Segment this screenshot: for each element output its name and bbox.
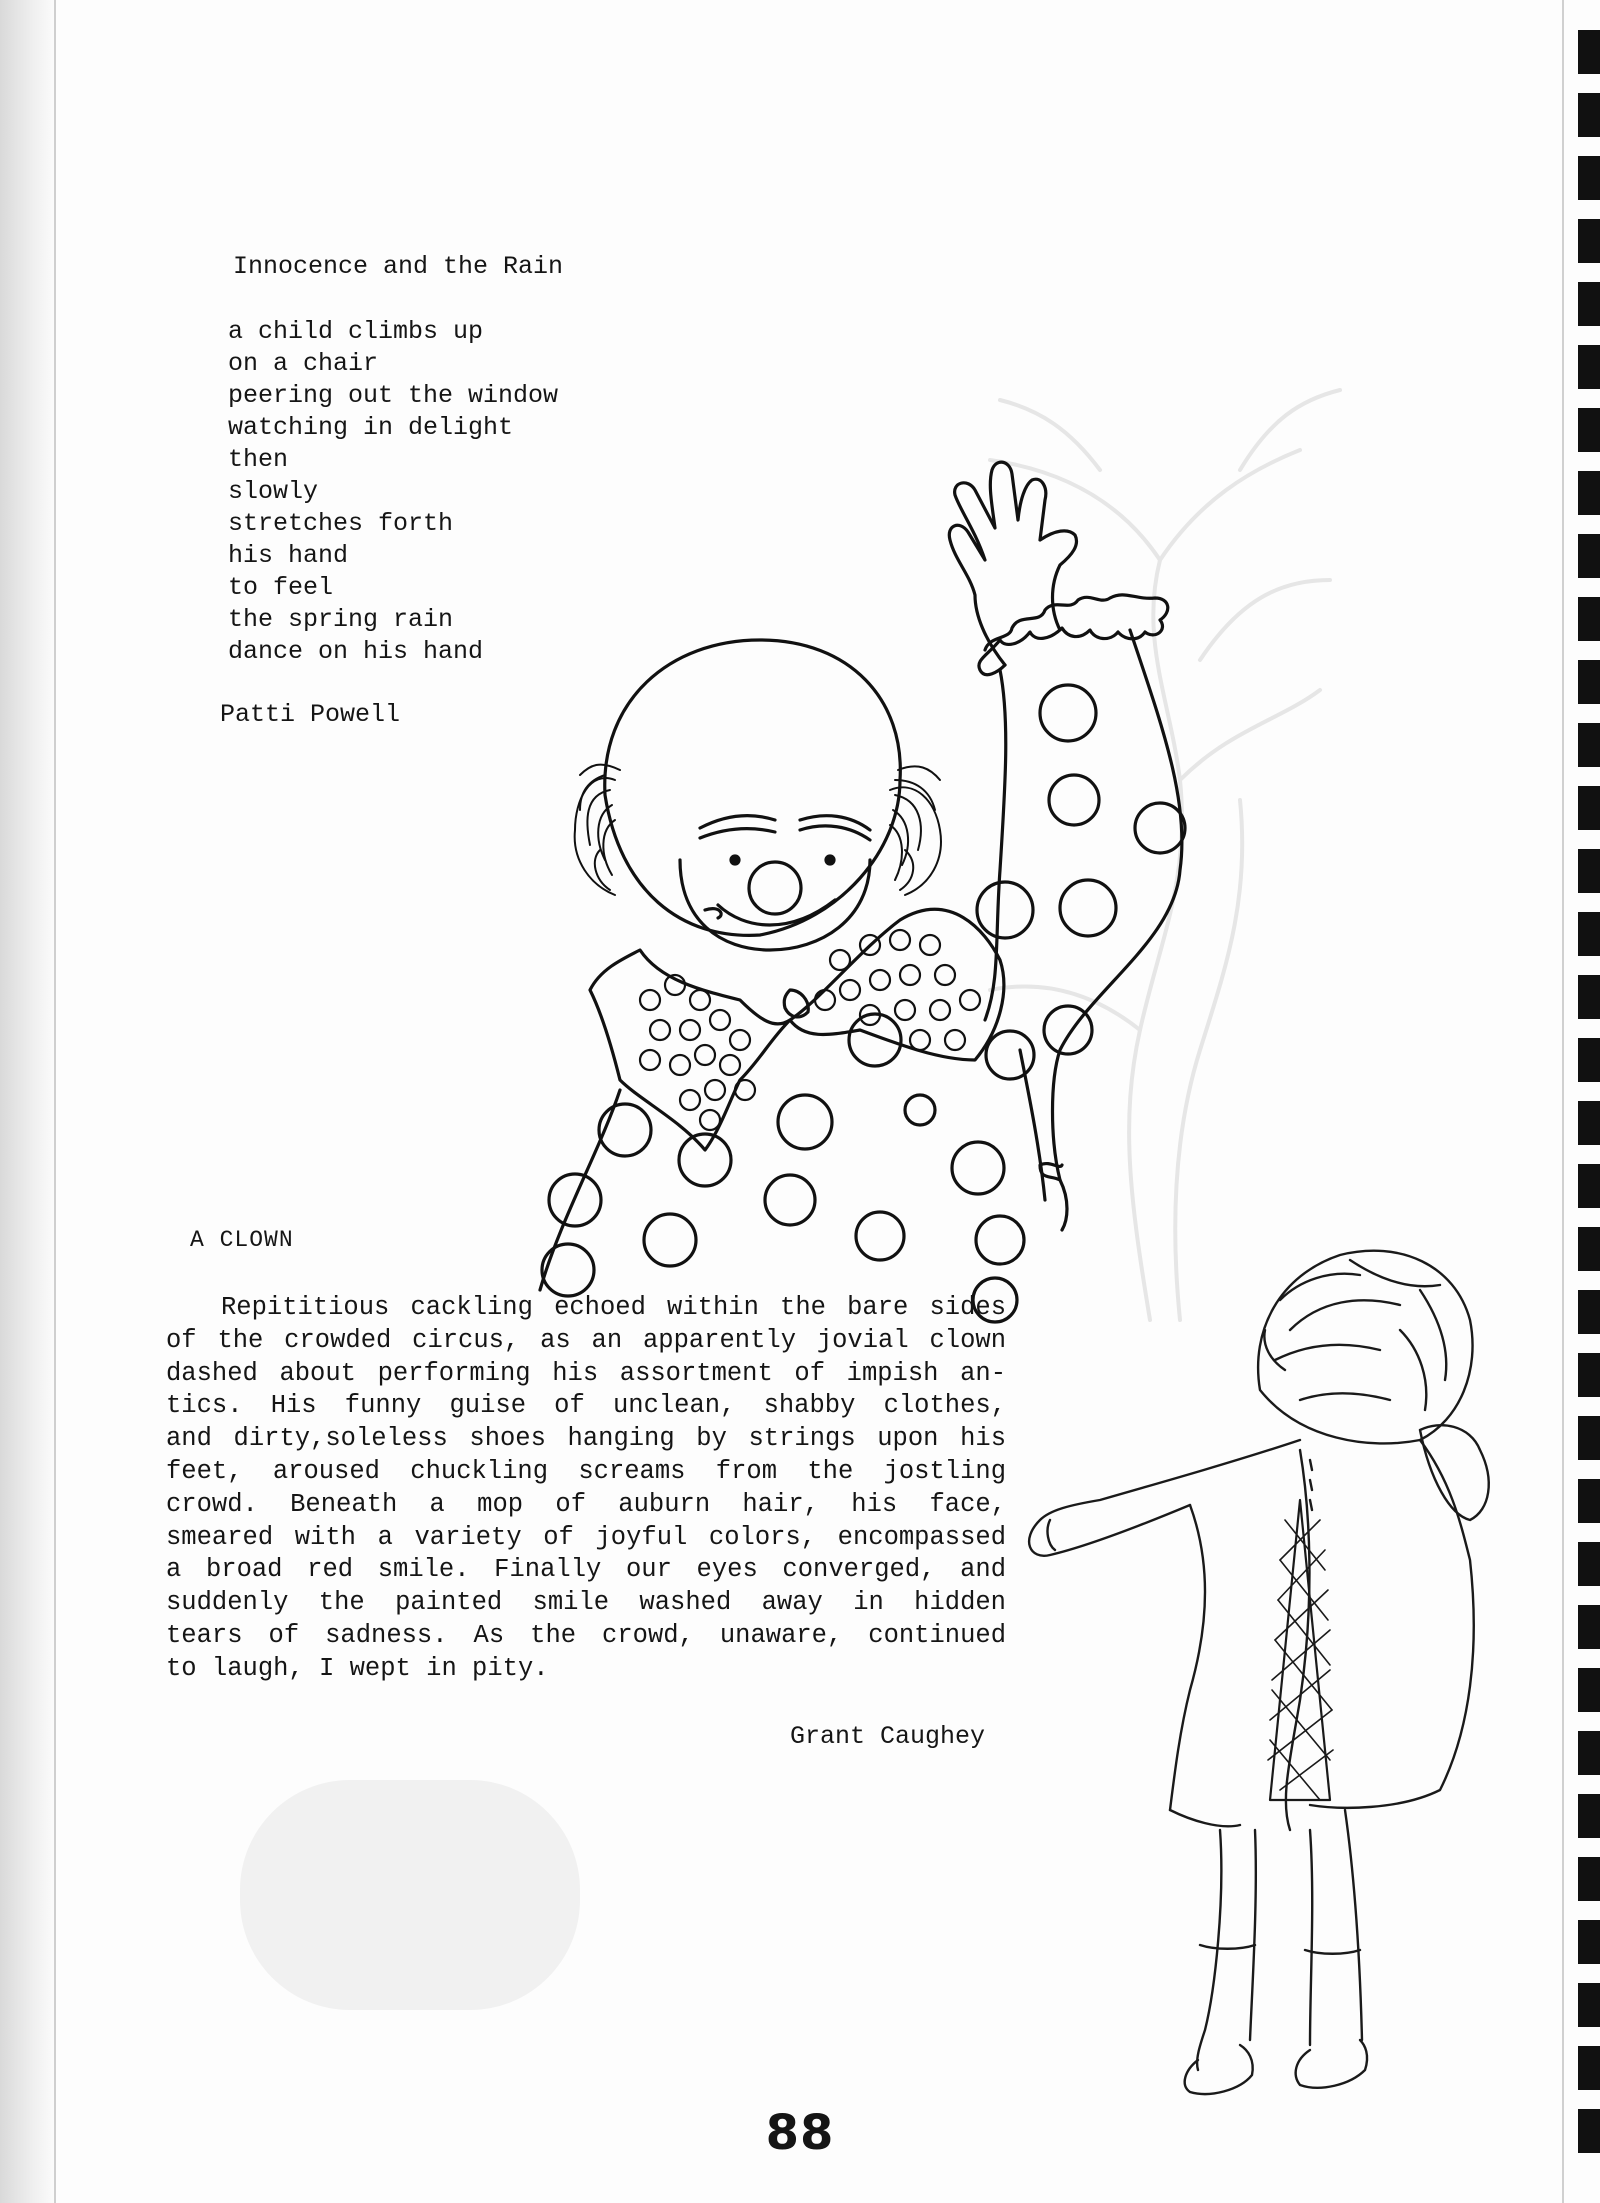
essay-line: dashed about performing his assortment of impish an- [166,1358,1006,1388]
poem-line: peering out the window [228,381,559,410]
essay-title: A CLOWN [190,1227,294,1253]
poem-line: the spring rain [228,605,454,634]
essay-line: Repititious cackling echoed within the bare sides [221,1293,1006,1322]
poem-line: watching in delight [228,413,514,442]
poem-line: his hand [228,541,349,570]
poem-line: a child climbs up [228,317,484,346]
child-coat [1029,1440,1300,1556]
poem-line: slowly [228,477,319,506]
essay-line: feet, aroused chuckling screams from the jostling [166,1456,1006,1486]
essay-line: and dirty,soleless shoes hanging by strings upon his [166,1424,1006,1454]
essay-line: smeared with a variety of joyful colors, encompassed [166,1522,1006,1552]
poem-author: Patti Powell [220,700,401,729]
poem-body [228,316,558,668]
child-shoe-left [1185,2045,1253,2094]
essay-line: crowd. Beneath a mop of auburn hair, his face, [166,1489,1006,1519]
essay-line: of the crowded circus, as an apparently jovial clown [166,1325,1006,1355]
child-shoe-right [1296,2040,1367,2088]
poem-line: on a chair [228,349,379,378]
poem-line: stretches forth [228,509,454,538]
essay-line: to laugh, I wept in pity. [166,1653,549,1683]
child-dress-pattern [1268,1500,1333,1800]
child-legs [1197,1830,1221,2070]
essay-body [166,1292,1006,1686]
poem-line: to feel [228,573,334,602]
essay-author: Grant Caughey [790,1722,986,1751]
essay-line: a broad red smile. Finally our eyes converged, and [166,1555,1006,1585]
poem-line: then [228,445,289,474]
poem-line: dance on his hand [228,637,484,666]
poem-title: Innocence and the Rain [233,252,564,281]
essay-line: suddenly the painted smile washed away in hidden [166,1588,1006,1618]
essay-line: tears of sadness. As the crowd, unaware, continued [166,1620,1006,1650]
essay-line: tics. His funny guise of unclean, shabby clothes, [166,1391,1006,1421]
page-number: 88 [765,2105,835,2161]
